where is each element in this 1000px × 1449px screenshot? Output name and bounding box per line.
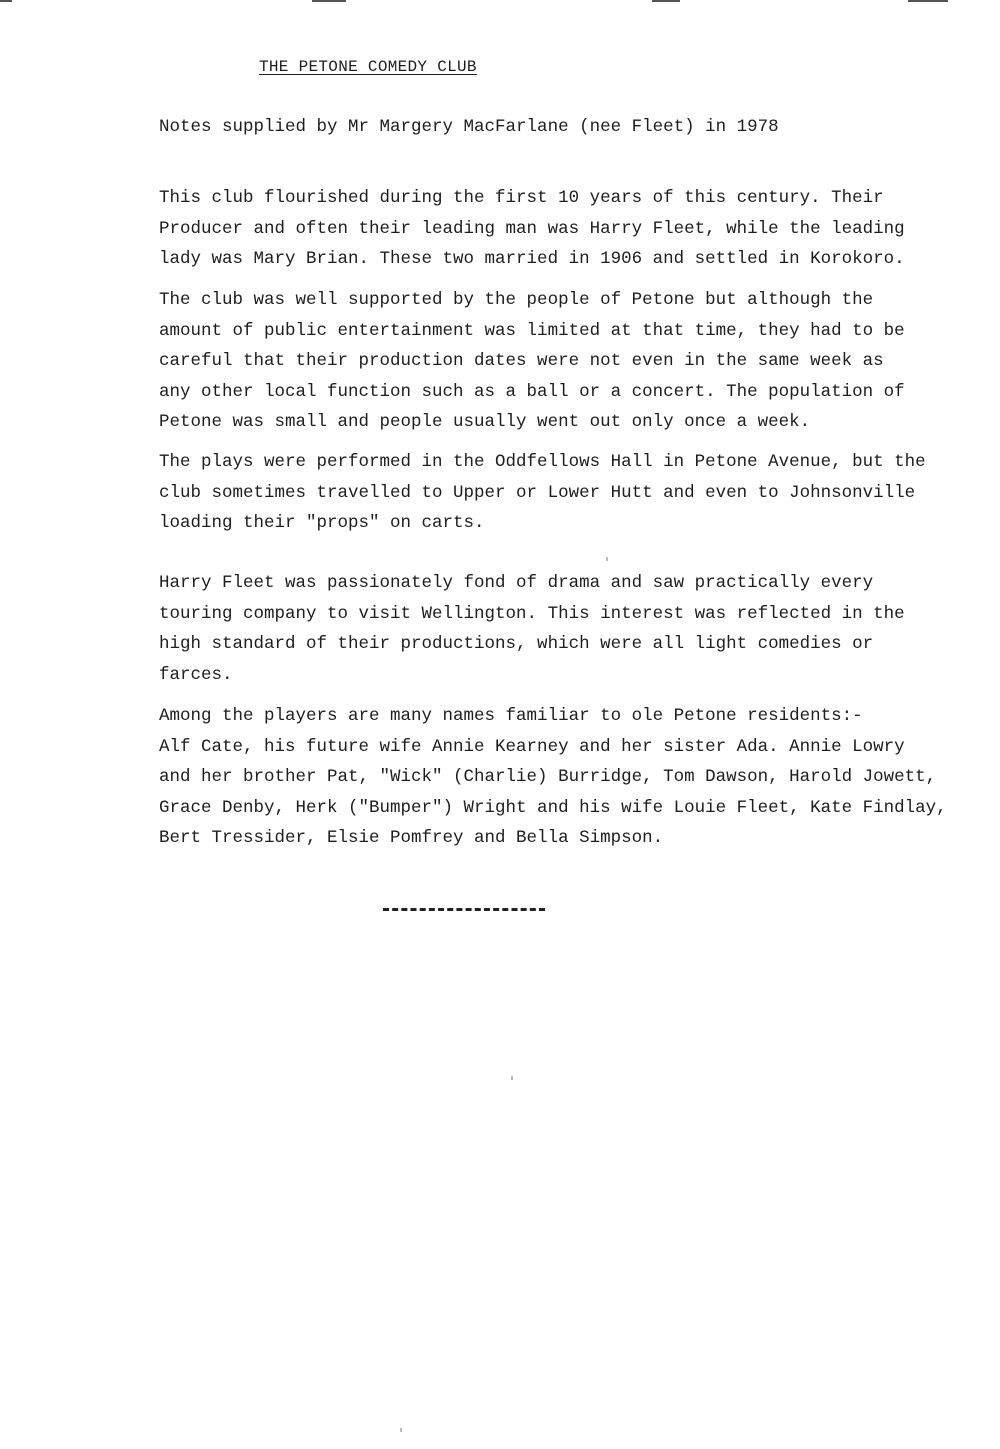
scan-mark bbox=[652, 0, 680, 2]
scan-mark bbox=[908, 0, 948, 2]
text-line: touring company to visit Wellington. This interest was reflected in the bbox=[159, 603, 905, 624]
text-line: The plays were performed in the Oddfellows Hall in Petone Avenue, but the bbox=[159, 452, 926, 472]
text-line: club sometimes travelled to Upper or Lower Hutt and even to Johnsonville bbox=[159, 482, 916, 503]
text-line: lady was Mary Brian. These two married in 1906 and settled in Korokoro. bbox=[159, 249, 905, 270]
document-title: THE PETONE COMEDY CLUB bbox=[259, 58, 477, 76]
end-divider bbox=[383, 908, 545, 911]
scan-mark bbox=[312, 0, 346, 2]
scan-speck bbox=[400, 1428, 402, 1432]
text-line: careful that their production dates were not even in the same week as bbox=[159, 351, 884, 372]
text-line: The club was well supported by the people of Petone but although the bbox=[159, 290, 874, 310]
source-note: Notes supplied by Mr Margery MacFarlane (nee Fleet) in 1978 bbox=[159, 117, 779, 137]
text-line: Alf Cate, his future wife Annie Kearney and her sister Ada. Annie Lowry bbox=[159, 736, 905, 757]
text-line: loading their "props" on carts. bbox=[159, 513, 485, 534]
text-line: Harry Fleet was passionately fond of drama and saw practically every bbox=[159, 573, 874, 593]
scan-mark bbox=[0, 0, 12, 2]
scan-speck bbox=[511, 1076, 513, 1080]
text-line: any other local function such as a ball or a concert. The population of bbox=[159, 381, 905, 402]
text-line: Petone was small and people usually went out only once a week. bbox=[159, 412, 811, 433]
paragraph bbox=[159, 285, 929, 438]
text-line: Among the players are many names familiar to ole Petone residents:- bbox=[159, 706, 863, 726]
text-line: This club flourished during the first 10 years of this century. Their bbox=[159, 188, 884, 208]
text-line: Bert Tressider, Elsie Pomfrey and Bella Simpson. bbox=[159, 828, 664, 849]
paragraph bbox=[159, 568, 929, 690]
paragraph bbox=[159, 447, 929, 539]
text-line: Grace Denby, Herk ("Bumper") Wright and his wife Louie Fleet, Kate Findlay, bbox=[159, 797, 947, 818]
text-line: farces. bbox=[159, 664, 233, 685]
text-line: high standard of their productions, which were all light comedies or bbox=[159, 634, 874, 655]
text-line: Producer and often their leading man was Harry Fleet, while the leading bbox=[159, 218, 905, 239]
text-line: and her brother Pat, "Wick" (Charlie) Burridge, Tom Dawson, Harold Jowett, bbox=[159, 767, 937, 788]
paragraph bbox=[159, 701, 947, 854]
paragraph bbox=[159, 183, 929, 275]
scan-speck bbox=[606, 557, 608, 561]
text-line: amount of public entertainment was limited at that time, they had to be bbox=[159, 320, 905, 341]
